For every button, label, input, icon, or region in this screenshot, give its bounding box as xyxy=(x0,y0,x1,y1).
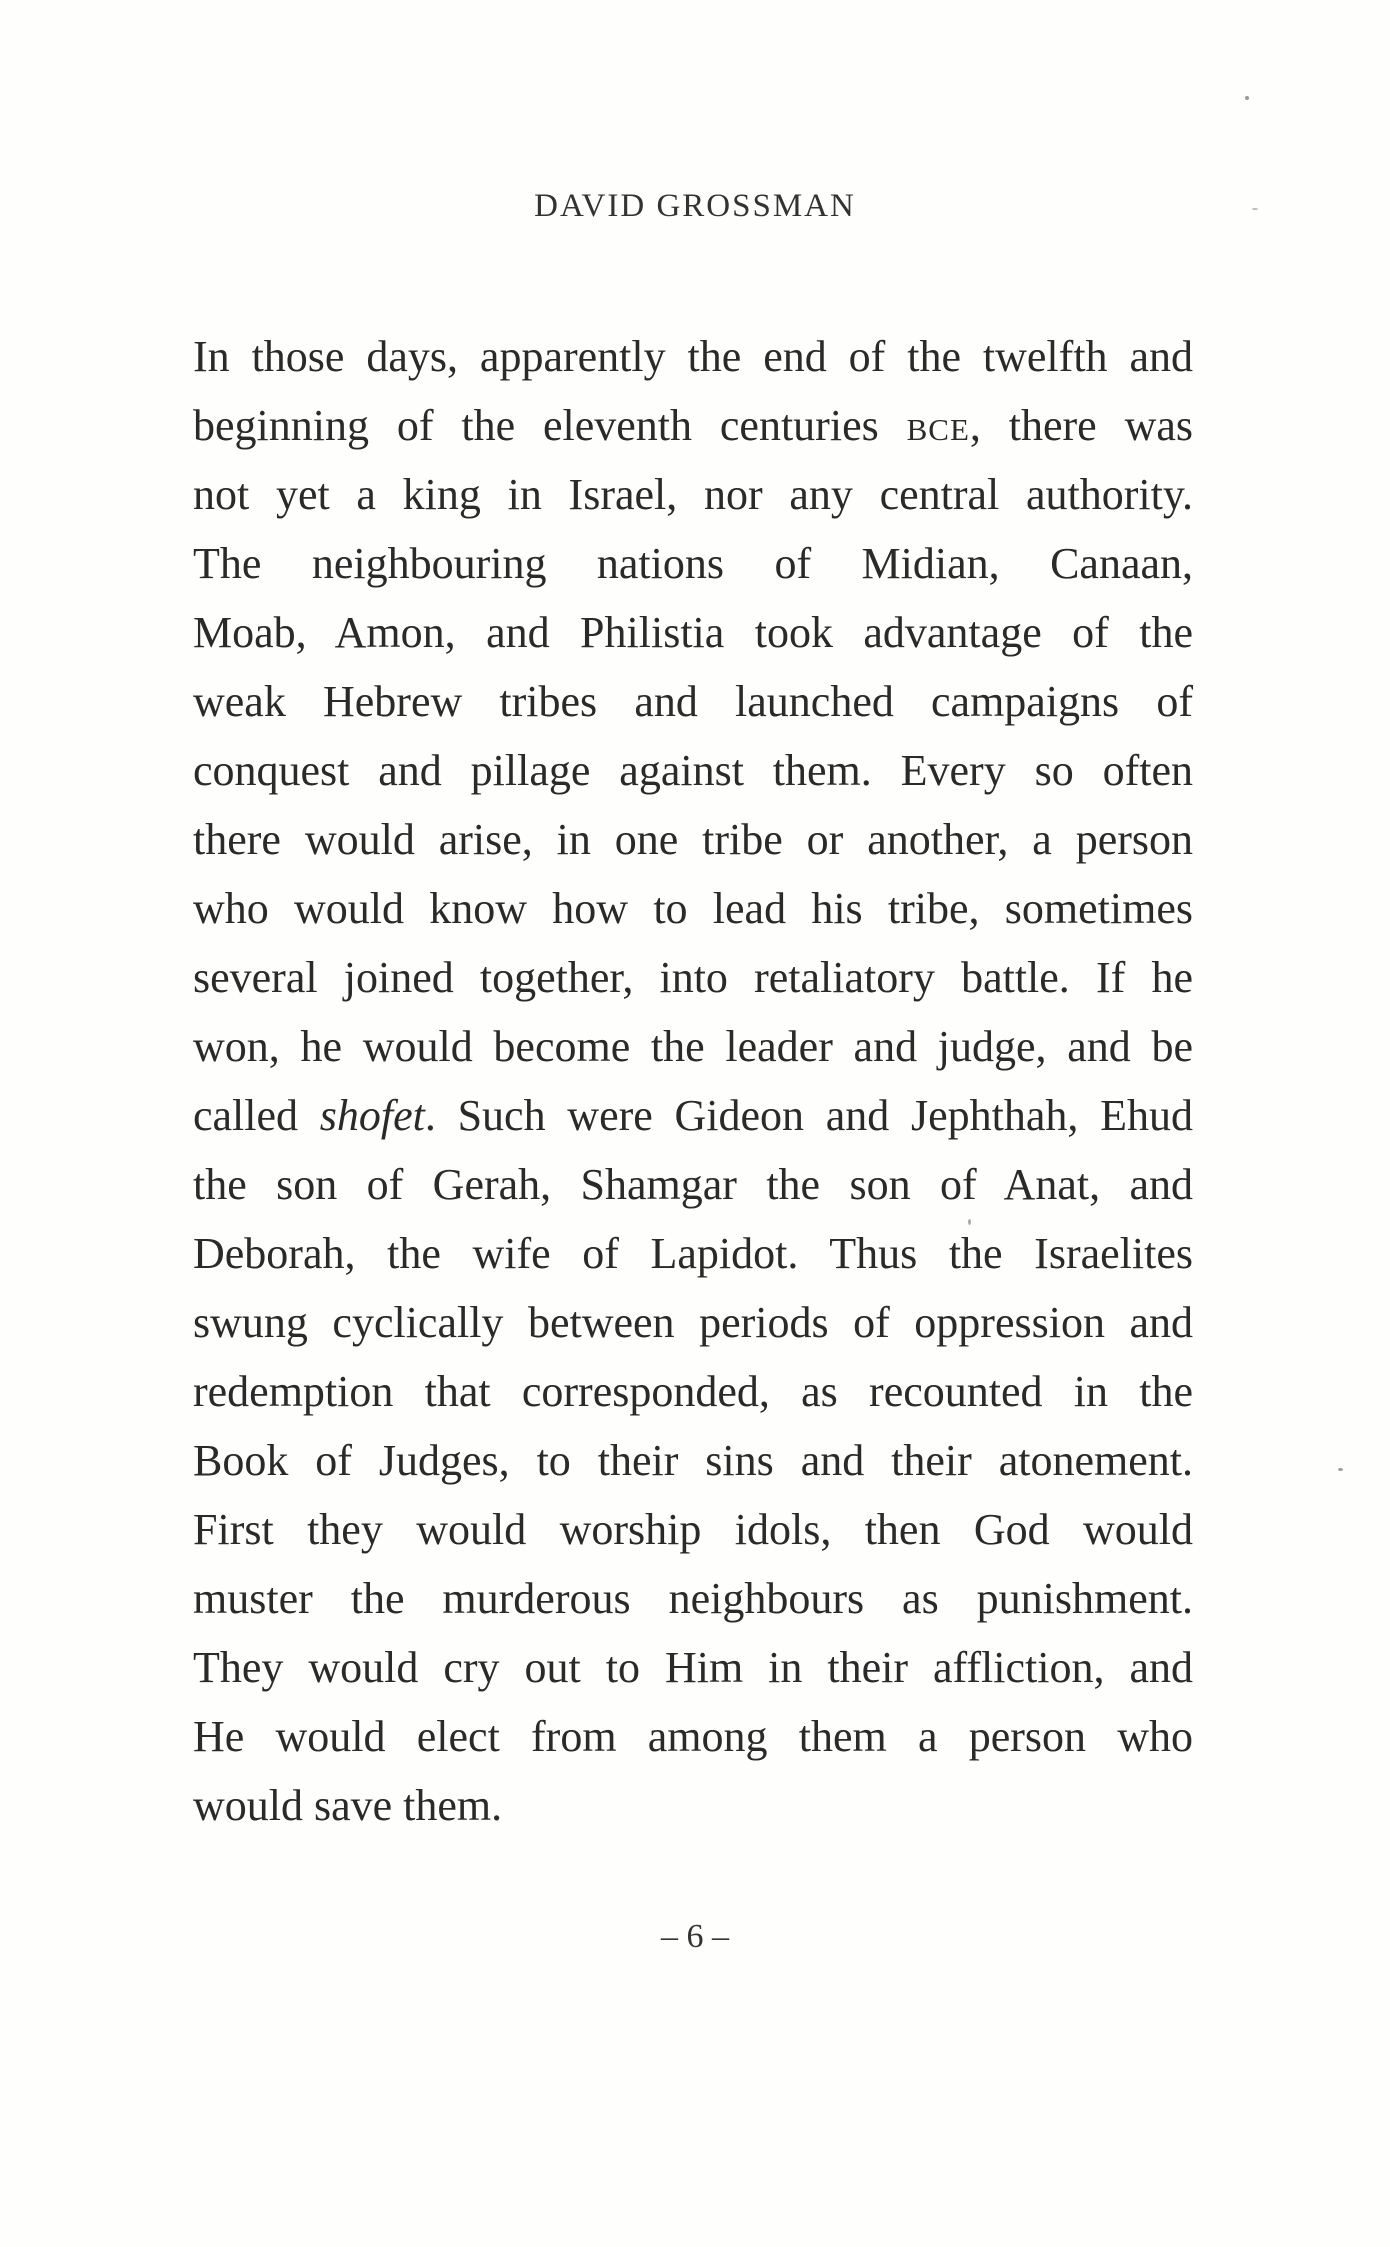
scan-speck xyxy=(1338,1468,1343,1471)
text-line: conquest and pillage against them. Every so often xyxy=(193,746,1193,795)
text-line: won, he would become the leader and judge, and be xyxy=(193,1022,1193,1071)
text-line: redemption that corresponded, as recounted in the xyxy=(193,1367,1193,1416)
text-line: called shofet. Such were Gideon and Jephthah, Ehud xyxy=(193,1091,1194,1140)
text-line: muster the murderous neighbours as punishment. xyxy=(193,1574,1193,1623)
text-line: He would elect from among them a person who xyxy=(193,1712,1193,1761)
text-line: Moab, Amon, and Philistia took advantage of the xyxy=(193,608,1193,657)
text-line: not yet a king in Israel, nor any central authority. xyxy=(193,470,1193,519)
body-paragraph xyxy=(193,322,1193,1840)
text-line: there would arise, in one tribe or another, a person xyxy=(193,815,1193,864)
text-line: In those days, apparently the end of the twelfth and xyxy=(193,332,1193,381)
scan-speck xyxy=(1245,96,1249,100)
text-line: Book of Judges, to their sins and their atonement. xyxy=(193,1436,1193,1485)
text-line: who would know how to lead his tribe, sometimes xyxy=(193,884,1193,933)
era-abbreviation: bce xyxy=(906,401,970,450)
text-line: several joined together, into retaliatory battle. If he xyxy=(193,953,1193,1002)
text-line: swung cyclically between periods of oppression and xyxy=(193,1298,1193,1347)
text-line: weak Hebrew tribes and launched campaigns of xyxy=(193,677,1193,726)
text-line: First they would worship idols, then God would xyxy=(193,1505,1193,1554)
text-line: They would cry out to Him in their affliction, and xyxy=(193,1643,1193,1692)
text-line: Deborah, the wife of Lapidot. Thus the Israelites xyxy=(193,1229,1193,1278)
scan-speck xyxy=(968,1219,971,1225)
page-number: – 6 – xyxy=(661,1918,729,1955)
running-head-author: DAVID GROSSMAN xyxy=(534,188,856,224)
italic-term: shofet xyxy=(319,1091,425,1140)
text-line: beginning of the eleventh centuries bce, there was xyxy=(193,401,1193,450)
scan-speck xyxy=(1252,208,1258,210)
text-line: the son of Gerah, Shamgar the son of Anat, and xyxy=(193,1160,1193,1209)
text-line: would save them. xyxy=(193,1781,503,1830)
text-line: The neighbouring nations of Midian, Canaan, xyxy=(193,539,1193,588)
